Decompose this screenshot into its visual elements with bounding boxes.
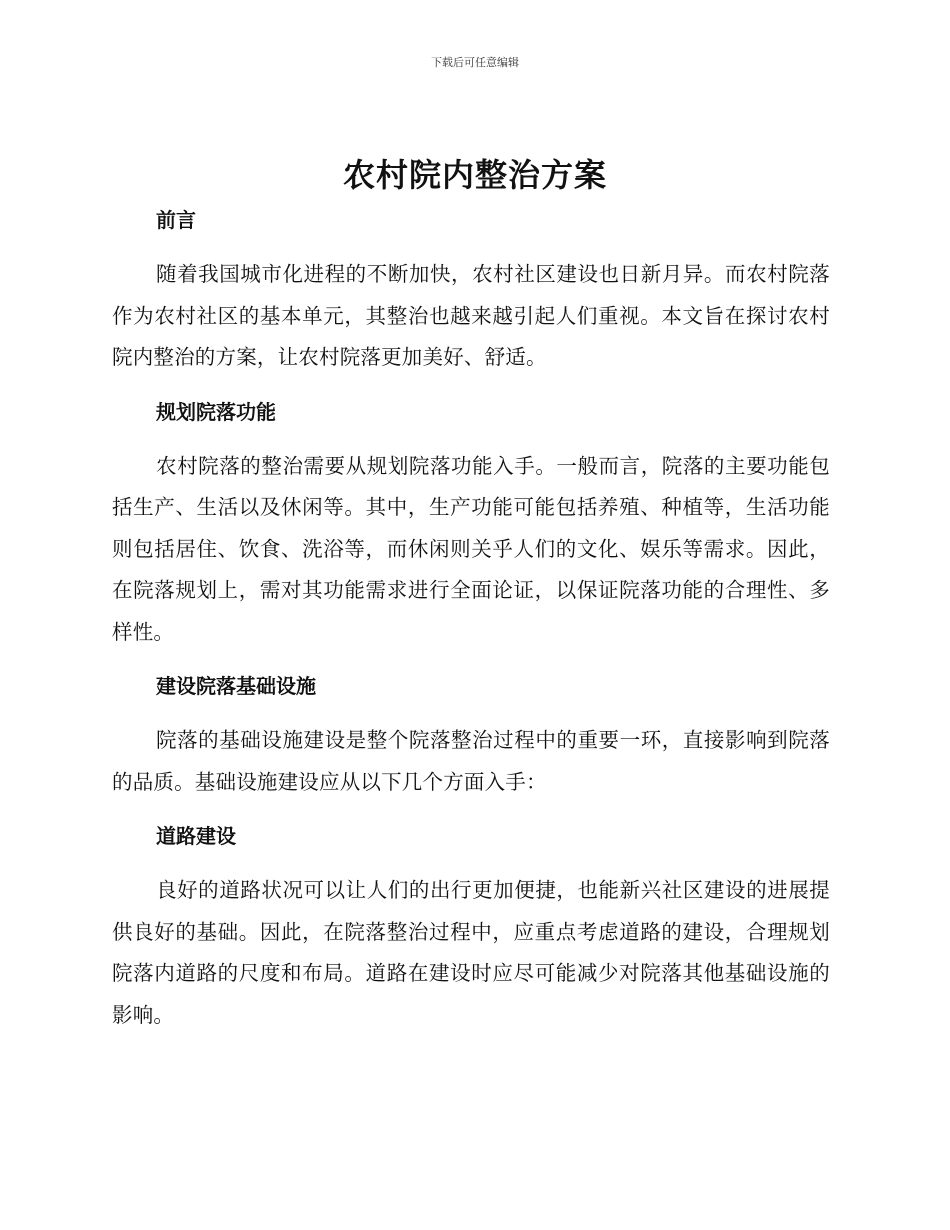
document-title: 农村院内整治方案 [342, 156, 607, 194]
page-header: 下载后可任意编辑 [431, 56, 519, 69]
section-heading-preface: 前言 [156, 208, 196, 232]
document-body [112, 200, 830, 1049]
section-heading-plan-function: 规划院落功能 [156, 399, 276, 424]
section-heading-infrastructure: 建设院落基础设施 [156, 674, 316, 698]
section-paragraph-infrastructure: 院落的基础设施建设是整个院落整治过程中的重要一环，直接影响到院落的品质。基础设施建设应从以下几个方面入手： [112, 728, 830, 794]
section-paragraph-preface: 随着我国城市化进程的不断加快，农村社区建设也日新月异。而农村院落作为农村社区的基本单元，其整治也越来越引起人们重视。本文旨在探讨农村院内整治的方案，让农村院落更加美好、舒适。 [112, 262, 830, 369]
section-paragraph-roads: 良好的道路状况可以让人们的出行更加便捷，也能新兴社区建设的进展提供良好的基础。因此，在院落整治过程中，应重点考虑道路的建设，合理规划院落内道路的尺度和布局。道路在建设时应尽可能减少对院落其他基础设施的影响。 [112, 878, 830, 1027]
section-heading-roads: 道路建设 [156, 824, 236, 848]
section-paragraph-plan-function: 农村院落的整治需要从规划院落功能入手。一般而言，院落的主要功能包括生产、生活以及休闲等。其中，生产功能可能包括养殖、种植等，生活功能则包括居住、饮食、洗浴等，而休闲则关乎人们的文化、娱乐等需求。因此，在院落规划上，需对其功能需求进行全面论证，以保证院落功能的合理性、多样性。 [112, 453, 830, 644]
